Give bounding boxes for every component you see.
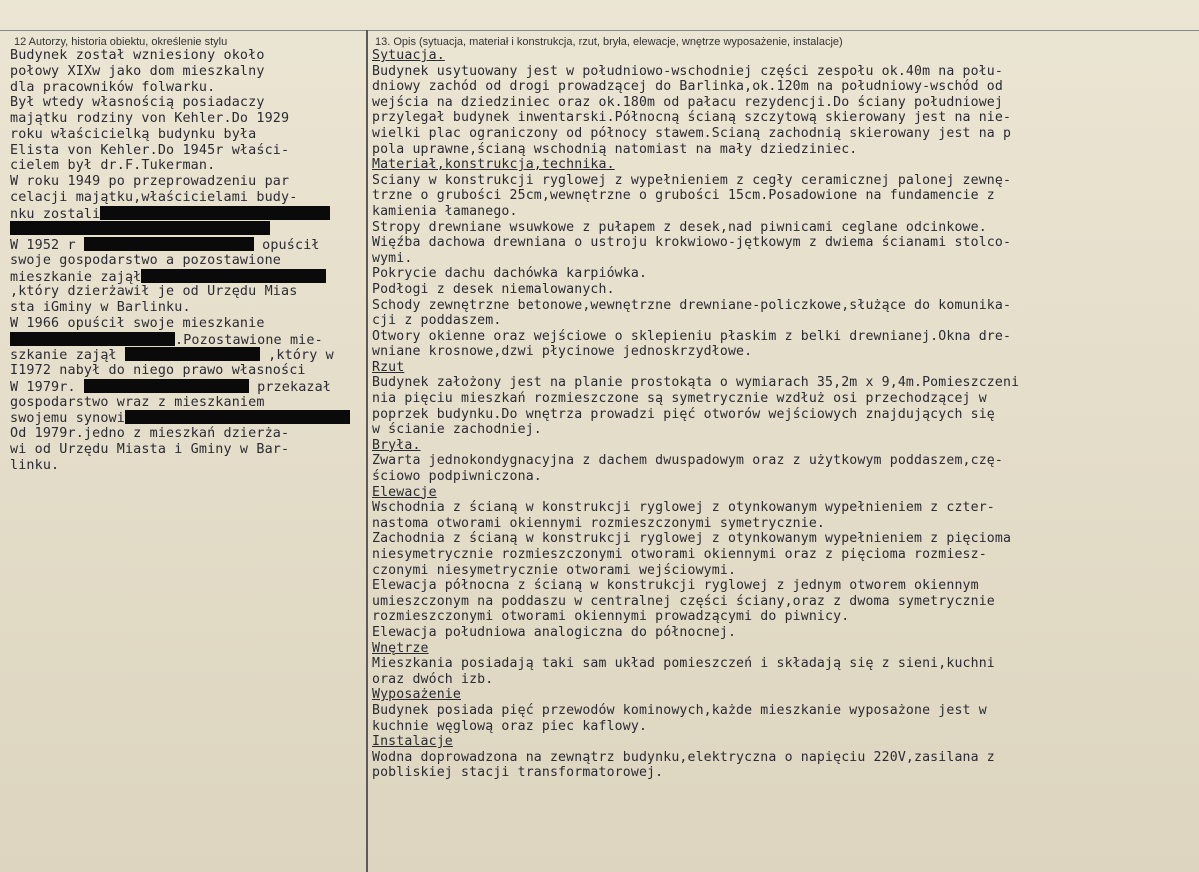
description-line: Stropy drewniane wsuwkowe z pułapem z desek,nad piwnicami ceglane odcinkowe. [372,219,987,235]
history-text: Był wtedy własnością posiadaczy [10,95,265,111]
description-line: Budynek założony jest na planie prostokąta o wymiarach 35,2m x 9,4m.Pomieszczeni [372,375,1020,391]
description-line: Elewacja północna z ścianą w konstrukcji ryglowej z jednym otworem okiennym [372,578,979,594]
history-text: cielem był dr.F.Tukerman. [10,158,216,174]
history-line [10,379,360,395]
description-line: wielki plac ograniczony od północy stawem.Ścianą zachodnią skierowany jest na p [372,125,1012,141]
description-line: kuchnie węglową oraz piec kaflowy. [372,718,648,734]
history-text: nku zostali [10,206,101,222]
history-line [10,237,360,253]
history-text: Budynek został wzniesiony około [10,48,265,63]
history-text: gospodarstwo wraz z mieszkaniem [10,394,265,410]
redaction-bar [125,410,350,424]
history-text: I1972 nabył do niego prawo własności [10,363,306,378]
description-line: Pokrycie dachu dachówka karpiówka. [372,266,648,282]
section-heading: Materiał,konstrukcja,technika. [372,157,615,173]
description-line: wejścia na dziedziniec oraz ok.180m od pałacu rezydencji.Do ściany południowej [372,94,1003,110]
history-column [10,48,360,473]
description-line: rozmieszczonymi otworami okiennymi prowadzącymi do piwnicy. [372,609,850,625]
history-text: dla pracowników folwarku. [10,79,216,95]
description-line: przylegał budynek inwentarski.Północną ścianą szczytową skierowany jest na nie- [372,110,1012,126]
description-line: Ściany w konstrukcji ryglowej z wypełnieniem z cegły ceramicznej palonej zewnę- [372,172,1012,188]
history-line [10,111,360,127]
description-line: Elewacja południowa analogiczna do północnej. [372,624,737,640]
description-line: wymi. [372,250,413,266]
history-line [10,95,360,111]
description-line: ściowo podpiwniczona. [372,469,542,485]
description-line: nastoma otworami okiennymi rozmieszczonymi symetrycznie. [372,515,826,531]
section-heading: Bryła. [372,437,421,453]
history-text: szkanie zajął [10,348,125,363]
history-line [10,332,360,348]
history-text: W roku 1949 po przeprowadzeniu par [10,174,290,189]
history-text: Od 1979r.jedno z mieszkań dzierża- [10,426,290,441]
history-line [10,158,360,174]
history-line [10,143,360,159]
description-line: wniane krosnowe,dzwi płycinowe jednoskrzydłowe. [372,344,753,360]
description-line: czonymi niesymetrycznie otworami wejściowymi. [372,562,737,578]
description-line: pola uprawne,ścianą wschodnią natomiast na mały dziedziniec. [372,141,858,157]
description-line: Budynek usytuowany jest w południowo-wschodniej części zespołu ok.40m na połu- [372,63,1003,79]
history-line [10,48,360,64]
history-text: majątku rodziny von Kehler.Do 1929 [10,111,290,126]
description-column [372,48,1196,781]
description-line: Otwory okienne oraz wejściowe o sklepieniu płaskim z belki drewnianej.Okna dre- [372,328,1012,344]
history-line [10,174,360,190]
history-line [10,190,360,206]
description-line: Mieszkania posiadają taki sam układ pomieszczeń i składają się z sieni,kuchni [372,656,995,672]
history-line [10,426,360,442]
history-line [10,300,360,316]
description-line: oraz dwóch izb. [372,671,494,687]
description-line: Więźba dachowa drewniana o ustroju krokwiowo-jętkowym z dwiema ścianami stolco- [372,235,1012,251]
redaction-bar [10,332,175,346]
description-line: cji z poddaszem. [372,313,502,329]
history-line [10,458,360,474]
left-column-header: 12 Autorzy, historia obiektu, określenie stylu [14,36,228,48]
history-line [10,363,360,379]
description-line: nia pięciu mieszkań rozmieszczone są symetrycznie wzdłuż osi przechodzącej w [372,391,987,407]
redaction-bar [100,206,330,220]
history-line [10,395,360,411]
history-line [10,80,360,96]
history-text: Elista von Kehler.Do 1945r właści- [10,142,290,158]
description-line: poprzek budynku.Do wnętrza prowadzi pięć otworów wejściowych znajdujących się [372,406,995,422]
section-heading: Instalacje [372,734,453,750]
redaction-bar [84,237,254,251]
section-heading: Wnętrze [372,640,429,656]
section-heading: Elewacje [372,484,437,500]
history-line [10,284,360,300]
history-line [10,347,360,363]
description-line: niesymetrycznie rozmieszczonymi otworami okiennymi oraz z pięcioma rozmiesz- [372,547,987,562]
description-line: Schody zewnętrzne betonowe,wewnętrzne drewniane-policzkowe,służące do komunika- [372,297,1012,313]
history-line [10,316,360,332]
description-line: Wschodnia z ścianą w konstrukcji ryglowej z otynkowanym wypełnieniem z czter- [372,500,995,516]
description-line: trzne o grubości 25cm,wewnętrzne o grubości 15cm.Posadowione na fundamencie z [372,188,995,204]
top-rule [0,30,1199,31]
history-text: swojemu synowi [10,411,125,426]
history-line [10,127,360,143]
description-line: umieszczonym na poddaszu w centralnej części ściany,oraz z dwoma symetrycznie [372,593,995,609]
right-column-header: 13. Opis (sytuacja, materiał i konstrukcja, rzut, bryła, elewacje, wnętrze wyposażenie, instalacje) [375,36,843,48]
history-text: W 1952 r [10,238,84,253]
description-line: Zachodnia z ścianą w konstrukcji ryglowej z otynkowanym wypełnieniem z pięcioma [372,531,1012,547]
description-line: pobliskiej stacji transformatorowej. [372,765,664,781]
history-text: sta iGminy w Barlinku. [10,300,191,315]
history-line [10,221,360,237]
history-text: swoje gospodarstwo a pozostawione [10,252,281,268]
description-line: kamienia łamanego. [372,203,518,219]
history-text: ,który dzierżawił je od Urzędu Mias [10,284,298,300]
section-heading: Wyposażenie [372,687,461,703]
history-text: .Pozostawione mie- [175,332,323,348]
history-text: W 1979r. [10,379,84,395]
history-text: przekazał [248,379,332,395]
description-line: Wodna doprowadzona na zewnątrz budynku,elektryczna o napięciu 220V,zasilana z [372,749,995,765]
history-line [10,206,360,222]
history-line [10,253,360,269]
history-text: mieszkanie zajął [10,269,142,285]
description-line: w ścianie zachodniej. [372,422,542,438]
column-divider [366,30,368,872]
redaction-bar [125,347,260,361]
history-line [10,64,360,80]
history-text: wi od Urzędu Miasta i Gminy w Bar- [10,441,290,457]
description-line: Budynek posiada pięć przewodów kominowych,każde mieszkanie wyposażone jest w [372,702,987,718]
history-text: linku. [10,457,60,473]
history-text: roku właścicielką budynku była [10,126,257,142]
history-line [10,269,360,285]
section-heading: Sytuacja. [372,48,445,63]
redaction-bar [141,269,326,283]
description-line: Podłogi z desek niemalowanych. [372,281,615,297]
redaction-bar [10,221,270,235]
history-text: celacji majątku,właścicielami budy- [10,189,298,205]
history-text: W 1966 opuścił swoje mieszkanie [10,315,265,331]
description-line: Zwarta jednokondygnacyjna z dachem dwuspadowym oraz z użytkowym poddaszem,czę- [372,453,1003,469]
section-heading: Rzut [372,359,405,375]
history-text: ,który w [259,348,334,363]
history-line [10,410,360,426]
history-line [10,442,360,458]
redaction-bar [84,379,249,393]
history-text: połowy XIXw jako dom mieszkalny [10,63,265,79]
history-text: opuścił [253,238,320,253]
description-line: dniowy zachód od drogi prowadzącej do Barlinka,ok.120m na południowy-wschód od [372,79,1003,95]
